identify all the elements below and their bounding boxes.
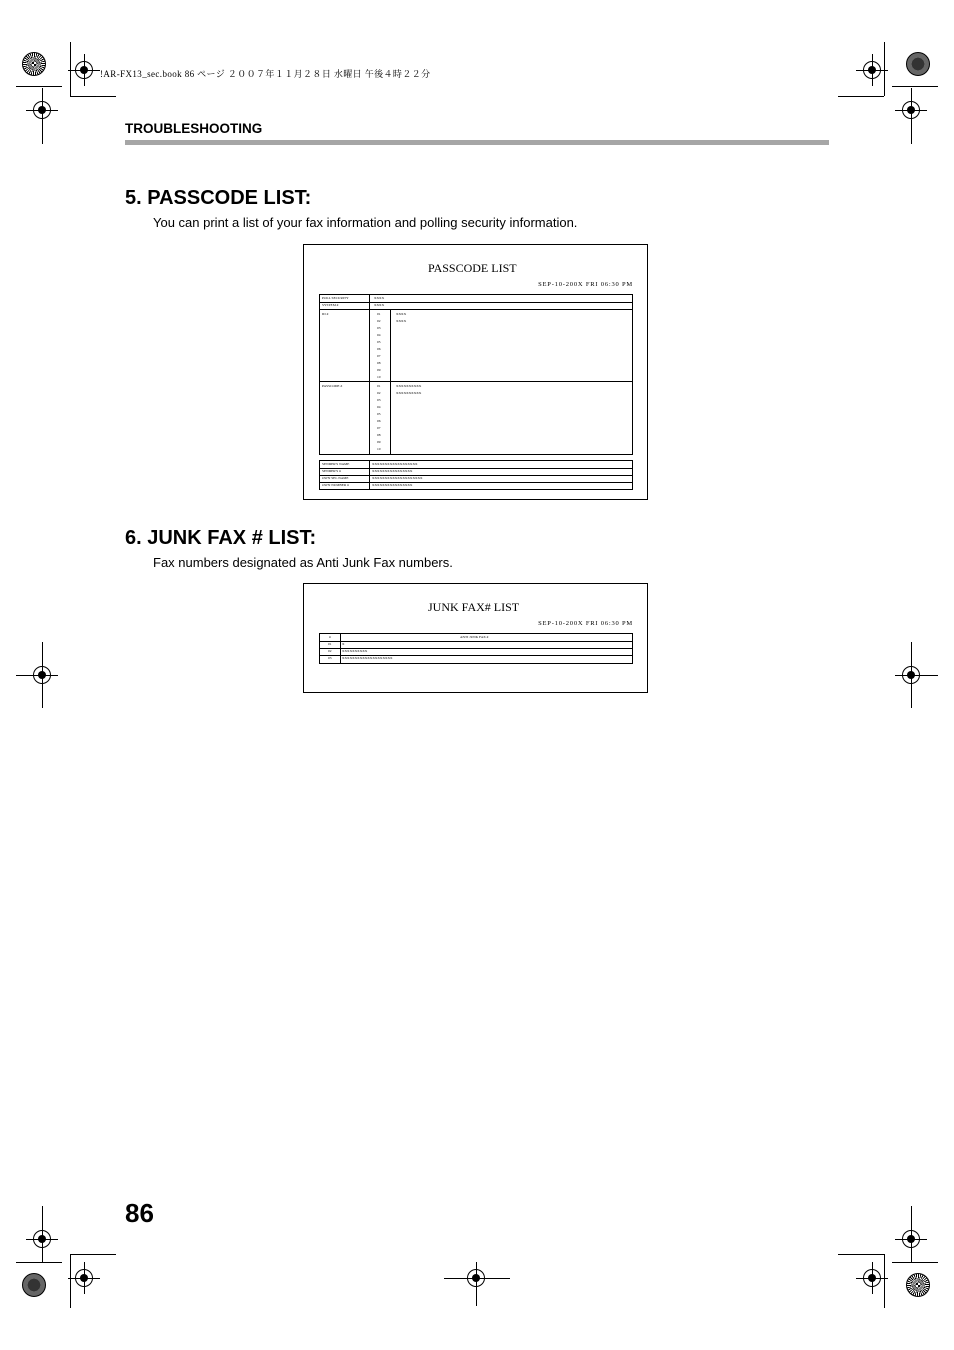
- row-value: XXXX: [374, 296, 385, 300]
- color-target-icon: [906, 1273, 930, 1297]
- registration-mark-icon: [75, 61, 93, 79]
- row-number: 07: [377, 426, 381, 430]
- id-block: [319, 309, 633, 382]
- registration-mark-icon: [863, 1269, 881, 1287]
- row-value: XXXXXXXXXXXXXXXXXX: [372, 462, 418, 466]
- color-target-icon: [906, 52, 930, 76]
- registration-mark-icon: [863, 61, 881, 79]
- column-header-label: ANTI JUNK FAX #: [460, 635, 489, 639]
- junk-fax-list-report: [303, 583, 648, 693]
- top-rows: [319, 294, 633, 310]
- color-target-icon: [22, 1273, 46, 1297]
- row-value: XXXXXXXXXXXXXXXX: [372, 483, 413, 487]
- report-date: SEP-10-200X FRI 06:30 PM: [538, 281, 633, 288]
- section-heading-passcode: 5. PASSCODE LIST:: [125, 187, 312, 209]
- file-info: !AR-FX13_sec.book 86 ページ ２００７年１１月２８日 水曜日 午後４時２２分: [100, 69, 431, 79]
- row-value: XXXXXXXXXX: [396, 391, 422, 395]
- row-number: 04: [377, 333, 381, 337]
- row-number: 05: [377, 412, 381, 416]
- registration-mark-icon: [902, 1230, 920, 1248]
- row-label: SENDER'S #: [322, 469, 341, 473]
- row-label: SENDER'S NAME: [322, 462, 350, 466]
- row-number: 10: [377, 375, 381, 379]
- report-date: SEP-10-200X FRI 06:30 PM: [538, 620, 633, 627]
- registration-mark-icon: [33, 101, 51, 119]
- row-number: 06: [377, 347, 381, 351]
- row-value: XXXX: [374, 303, 385, 307]
- junk-fax-table: [319, 633, 633, 664]
- column-header-num: #: [329, 635, 331, 639]
- section-header: TROUBLESHOOTING: [125, 121, 263, 136]
- row-label: SYSTEM #: [322, 303, 339, 307]
- registration-mark-icon: [467, 1269, 485, 1287]
- row-label: OWN NUMBER #: [322, 483, 349, 487]
- row-number: 01: [377, 312, 381, 316]
- row-value: XXXXXXXXXXXXXXXX: [372, 469, 413, 473]
- row-value: XXXXXXXXXX: [342, 649, 368, 653]
- block-label: PASSCODE #: [322, 384, 343, 388]
- registration-mark-icon: [75, 1269, 93, 1287]
- row-number: 06: [377, 419, 381, 423]
- row-number: 03: [377, 326, 381, 330]
- row-number: 01: [377, 384, 381, 388]
- row-number: 05: [377, 340, 381, 344]
- header-rule: [125, 140, 829, 145]
- row-number: 02: [328, 649, 332, 653]
- row-label: POLL SECURITY: [322, 296, 349, 300]
- registration-mark-icon: [902, 101, 920, 119]
- block-label: ID #: [322, 312, 329, 316]
- row-number: 02: [377, 391, 381, 395]
- row-number: 01: [328, 642, 332, 646]
- color-target-icon: [22, 52, 46, 76]
- registration-mark-icon: [902, 666, 920, 684]
- row-number: 04: [377, 405, 381, 409]
- row-value: XXXXXXXXXXXXXXXXXXXX: [342, 656, 393, 660]
- row-value: XXXXXXXXXXXXXXXXXXXX: [372, 476, 423, 480]
- row-number: 08: [377, 361, 381, 365]
- row-value: X: [342, 642, 345, 646]
- registration-mark-icon: [33, 1230, 51, 1248]
- page-number: 86: [125, 1198, 154, 1228]
- row-value: XXXXXXXXXX: [396, 384, 422, 388]
- row-number: 07: [377, 354, 381, 358]
- section-description-passcode: You can print a list of your fax information and polling security information.: [153, 215, 578, 230]
- row-number: 08: [377, 433, 381, 437]
- row-number: 02: [377, 319, 381, 323]
- row-number: 09: [377, 368, 381, 372]
- row-value: XXXX: [396, 312, 407, 316]
- row-number: 10: [377, 447, 381, 451]
- section-heading-junk-fax: 6. JUNK FAX # LIST:: [125, 527, 317, 549]
- row-number: 03: [328, 656, 332, 660]
- row-number: 03: [377, 398, 381, 402]
- report-title: JUNK FAX# LIST: [428, 600, 520, 614]
- row-label: OWN SEL NAME: [322, 476, 349, 480]
- row-value: XXXX: [396, 319, 407, 323]
- passcode-block: [319, 381, 633, 455]
- report-title: PASSCODE LIST: [428, 261, 517, 275]
- passcode-list-report: [303, 244, 648, 500]
- registration-mark-icon: [33, 666, 51, 684]
- row-number: 09: [377, 440, 381, 444]
- section-description-junk-fax: Fax numbers designated as Anti Junk Fax numbers.: [153, 555, 453, 570]
- bottom-rows: [319, 460, 633, 490]
